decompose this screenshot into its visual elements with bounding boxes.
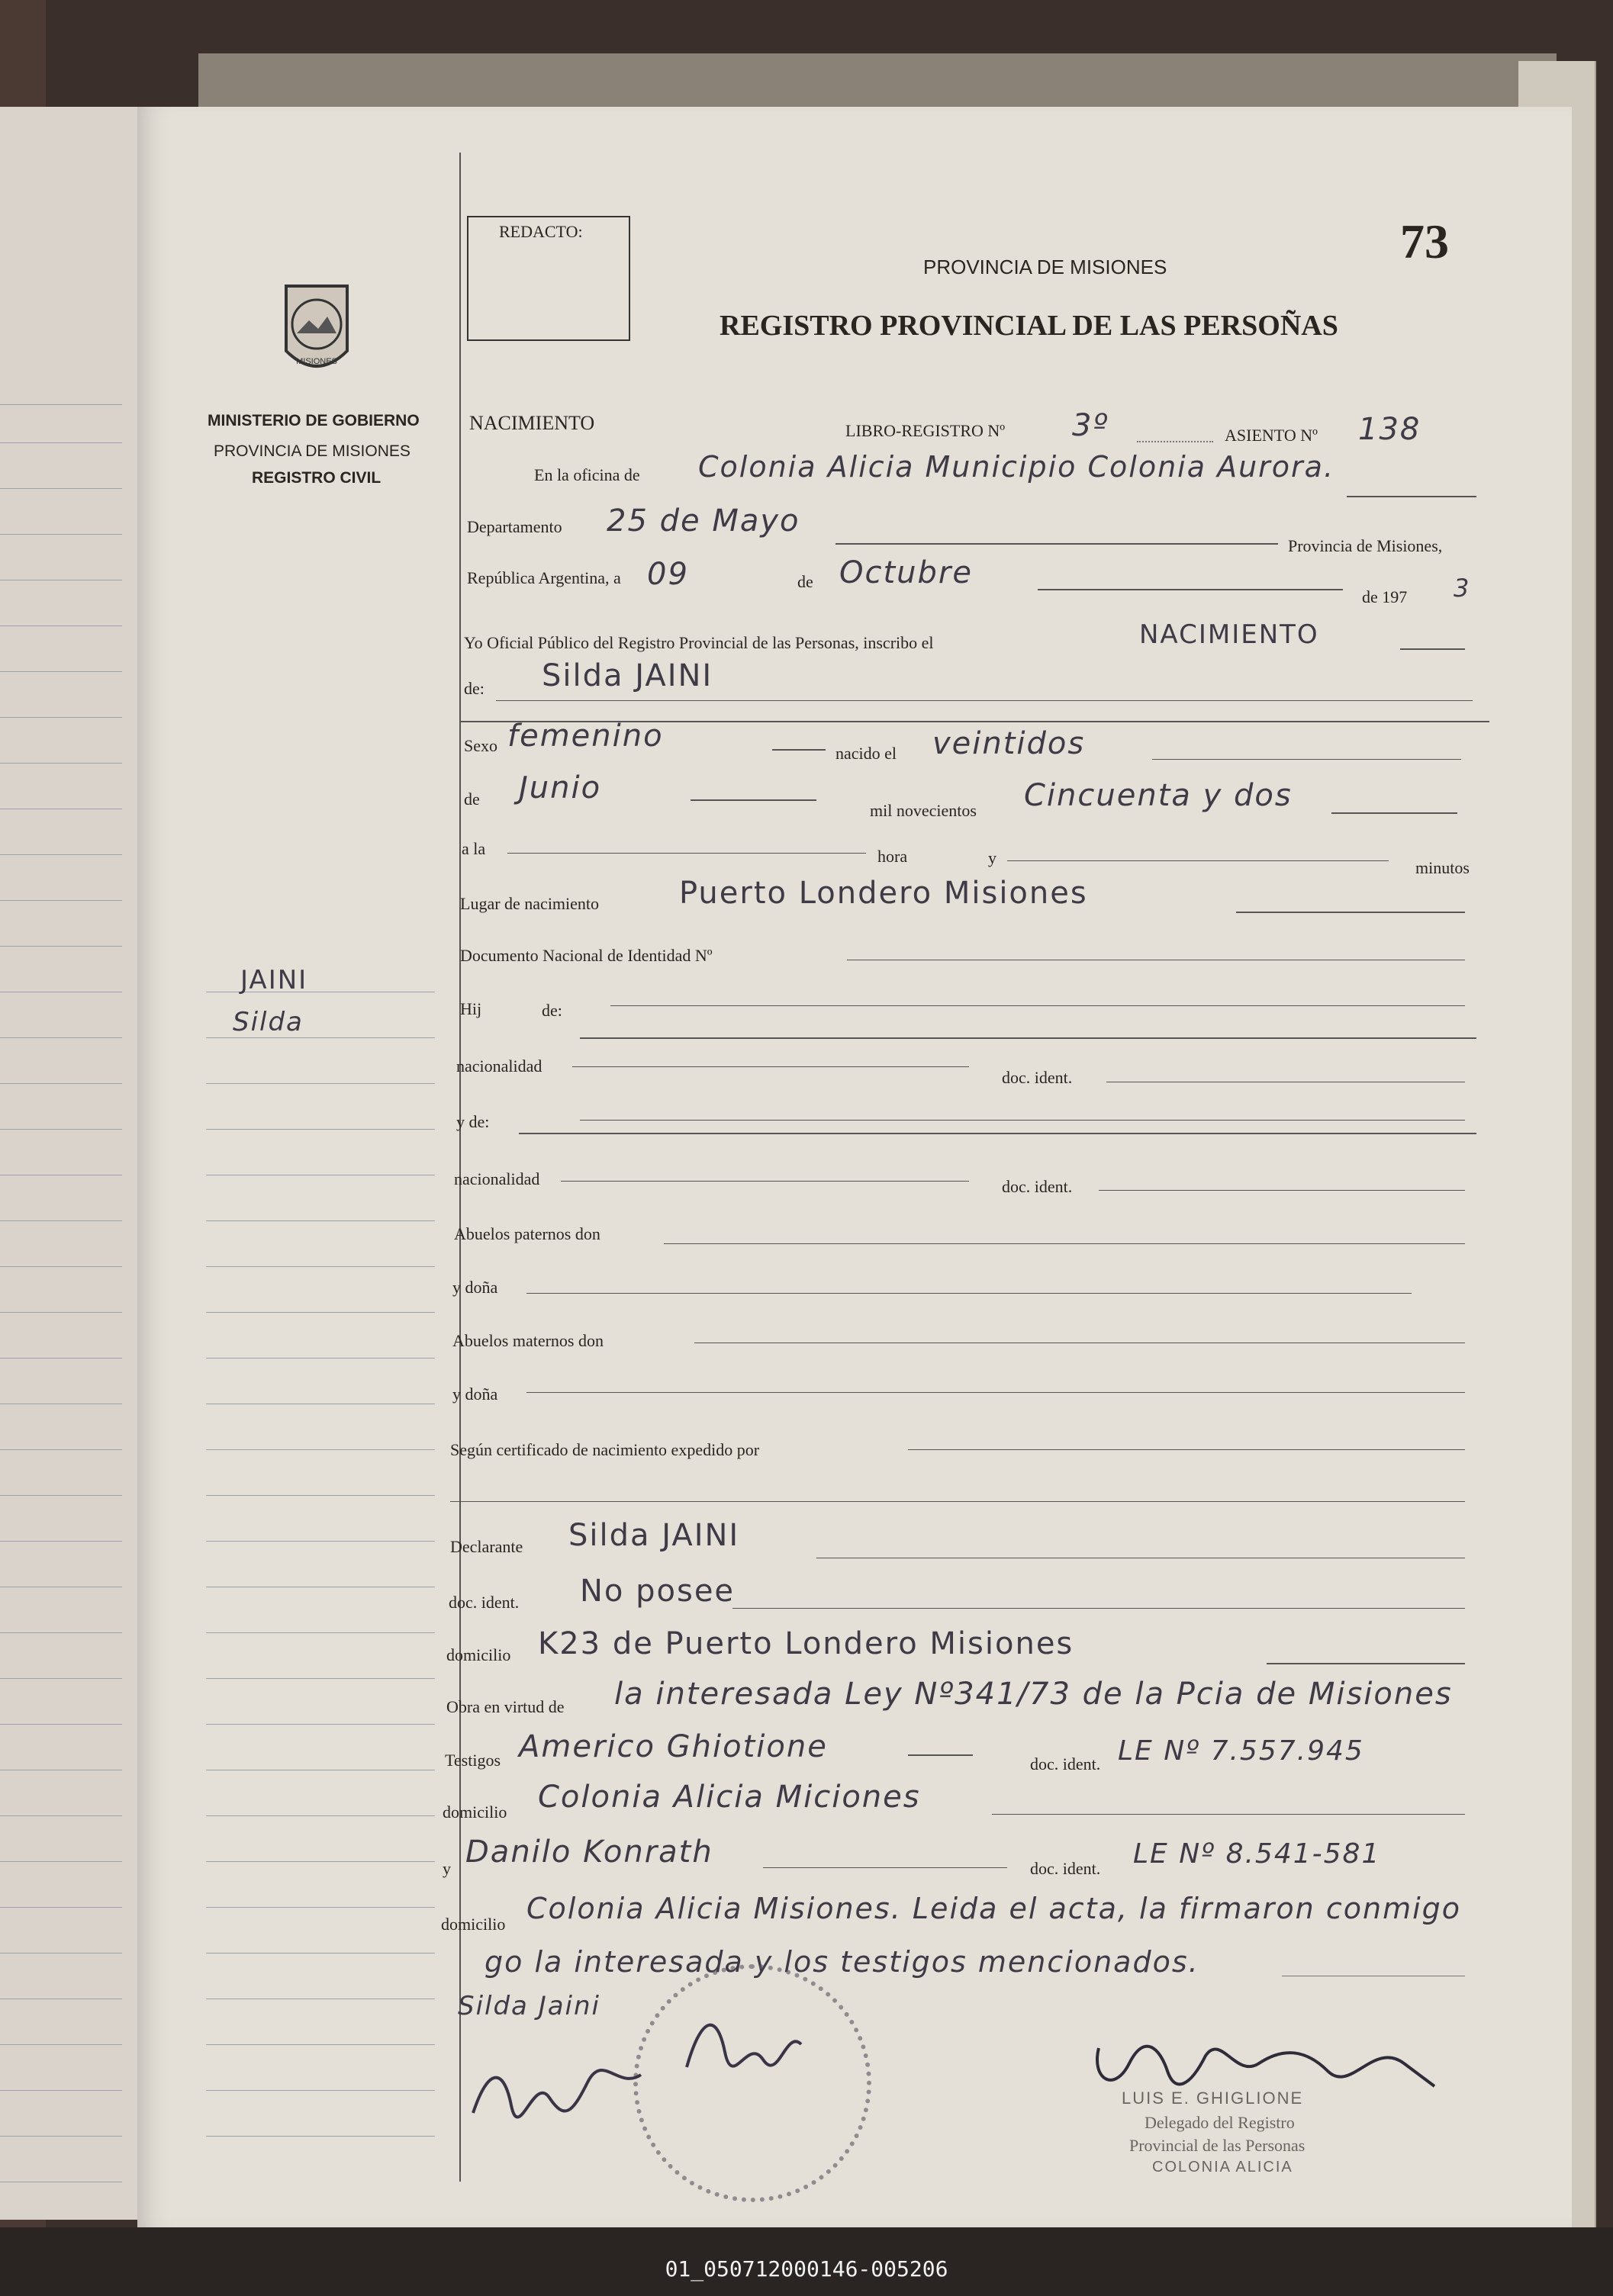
sexo-label: Sexo [464, 736, 497, 755]
page-number: 73 [1400, 214, 1449, 269]
docident2-label: doc. ident. [1002, 1177, 1073, 1196]
docident-label: doc. ident. [1002, 1068, 1073, 1087]
docident5-label: doc. ident. [1030, 1859, 1101, 1878]
ministry-line1: MINISTERIO DE GOBIERNO [208, 412, 420, 429]
yde-label: y de: [456, 1112, 490, 1131]
ano-value: 3 [1454, 574, 1471, 603]
signature-witness-2 [671, 1999, 809, 2094]
de4-label: de: [542, 1001, 562, 1020]
official-place: COLONIA ALICIA [1152, 2159, 1293, 2175]
hora-label: hora [877, 847, 908, 866]
docident3-value: No posee [580, 1574, 736, 1609]
svg-text:MISIONES: MISIONES [296, 357, 337, 366]
ydona-label: y doña [452, 1278, 498, 1297]
libro-value: 3º [1072, 408, 1109, 443]
province-title: PROVINCIA DE MISIONES [923, 256, 1167, 278]
oficina-value: Colonia Alicia Municipio Colonia Aurora. [698, 450, 1335, 484]
declarante-label: Declarante [450, 1537, 523, 1556]
sexo-value: femenino [507, 719, 664, 754]
ala-label: a la [462, 839, 486, 858]
dia-value: 09 [647, 557, 689, 592]
ano-label: de 197 [1362, 587, 1408, 606]
declarante-value: Silda JAINI [568, 1518, 740, 1553]
republica-label: República Argentina, a [467, 568, 621, 587]
nombre-value: Silda JAINI [542, 658, 713, 693]
inscribo-value: NACIMIENTO [1139, 619, 1319, 650]
domicilio2-label: domicilio [443, 1802, 507, 1822]
testigos-label: Testigos [445, 1751, 501, 1770]
left-page-rulings [0, 0, 458, 2227]
dia-nac-value: veintidos [932, 726, 1086, 761]
docident3-label: doc. ident. [449, 1593, 520, 1612]
provincia-label: Provincia de Misiones, [1288, 536, 1443, 555]
domicilio2-value: Colonia Alicia Miciones [538, 1780, 921, 1815]
yo-label: Yo Oficial Público del Registro Provincial de las Personas, inscribo el [464, 633, 934, 652]
lugar-label: Lugar de nacimiento [460, 894, 600, 913]
abuelos-mat-label: Abuelos maternos don [452, 1331, 604, 1350]
y-label: y [988, 848, 996, 867]
lugar-value: Puerto Londero Misiones [679, 876, 1088, 911]
departamento-label: Departamento [467, 517, 562, 536]
nacionalidad-label: nacionalidad [456, 1056, 542, 1076]
y2-label: y [443, 1859, 451, 1878]
docident4-label: doc. ident. [1030, 1754, 1101, 1773]
domicilio3-cont: go la interesada y los testigos mencionados. [485, 1945, 1199, 1979]
testigo1-value: Americo Ghiotione [519, 1729, 828, 1764]
departamento-value: 25 de Mayo [607, 503, 800, 539]
ydona2-label: y doña [452, 1384, 498, 1404]
domicilio-label: domicilio [446, 1645, 511, 1664]
nacido-label: nacido el [835, 744, 897, 763]
footer-filename: 01_050712000146-005206 [665, 2256, 948, 2282]
documento-label: Documento Nacional de Identidad Nº [460, 946, 713, 965]
obra-label: Obra en virtud de [446, 1697, 565, 1716]
redacto-label: REDACTO: [499, 222, 583, 241]
mes-nac-value: Junio [519, 770, 602, 806]
domicilio3-value: Colonia Alicia Misiones. Leida el acta, la firmaron conmigo [526, 1892, 1462, 1925]
official-name: LUIS E. GHIGLIONE [1122, 2089, 1304, 2108]
signature-declarante: Silda Jaini [458, 1991, 601, 2021]
asiento-label: ASIENTO Nº [1225, 426, 1318, 445]
ministry-line2: PROVINCIA DE MISIONES [214, 442, 410, 460]
domicilio3-label: domicilio [441, 1915, 506, 1934]
margin-note-surname: JAINI [240, 965, 308, 995]
de3-label: de [464, 789, 480, 809]
redacto-box [467, 216, 630, 341]
ministry-line3: REGISTRO CIVIL [252, 469, 382, 487]
asiento-value: 138 [1358, 412, 1421, 447]
official-role: Delegado del Registro [1145, 2113, 1295, 2132]
de2-label: de: [464, 679, 485, 698]
testigo2-doc: LE Nº 8.541-581 [1133, 1838, 1381, 1870]
ano-nac-value: Cincuenta y dos [1024, 778, 1293, 813]
mil-label: mil novecientos [870, 801, 977, 820]
domicilio-value: K23 de Puerto Londero Misiones [538, 1626, 1074, 1661]
margin-note-name: Silda [233, 1007, 304, 1037]
obra-value: la interesada Ley Nº341/73 de la Pcia de Misiones [614, 1677, 1453, 1712]
nacionalidad2-label: nacionalidad [454, 1169, 540, 1188]
section-nacimiento: NACIMIENTO [469, 412, 595, 434]
margin-line [459, 153, 461, 2182]
signature-witness-1 [465, 2044, 649, 2132]
official-dept: Provincial de las Personas [1129, 2136, 1306, 2155]
hij-label: Hij [460, 999, 482, 1018]
testigo1-doc: LE Nº 7.557.945 [1118, 1735, 1364, 1767]
oficina-label: En la oficina de [534, 465, 640, 484]
segun-label: Según certificado de nacimiento expedido por [450, 1440, 760, 1459]
registry-title: REGISTRO PROVINCIAL DE LAS PERSOÑAS [720, 310, 1338, 342]
minutos-label: minutos [1415, 858, 1470, 877]
province-seal [271, 278, 362, 385]
testigo2-value: Danilo Konrath [465, 1835, 713, 1870]
de-label: de [797, 572, 813, 591]
abuelos-pat-label: Abuelos paternos don [454, 1224, 600, 1243]
mes-value: Octubre [839, 555, 973, 590]
libro-label: LIBRO-REGISTRO Nº [845, 421, 1006, 440]
